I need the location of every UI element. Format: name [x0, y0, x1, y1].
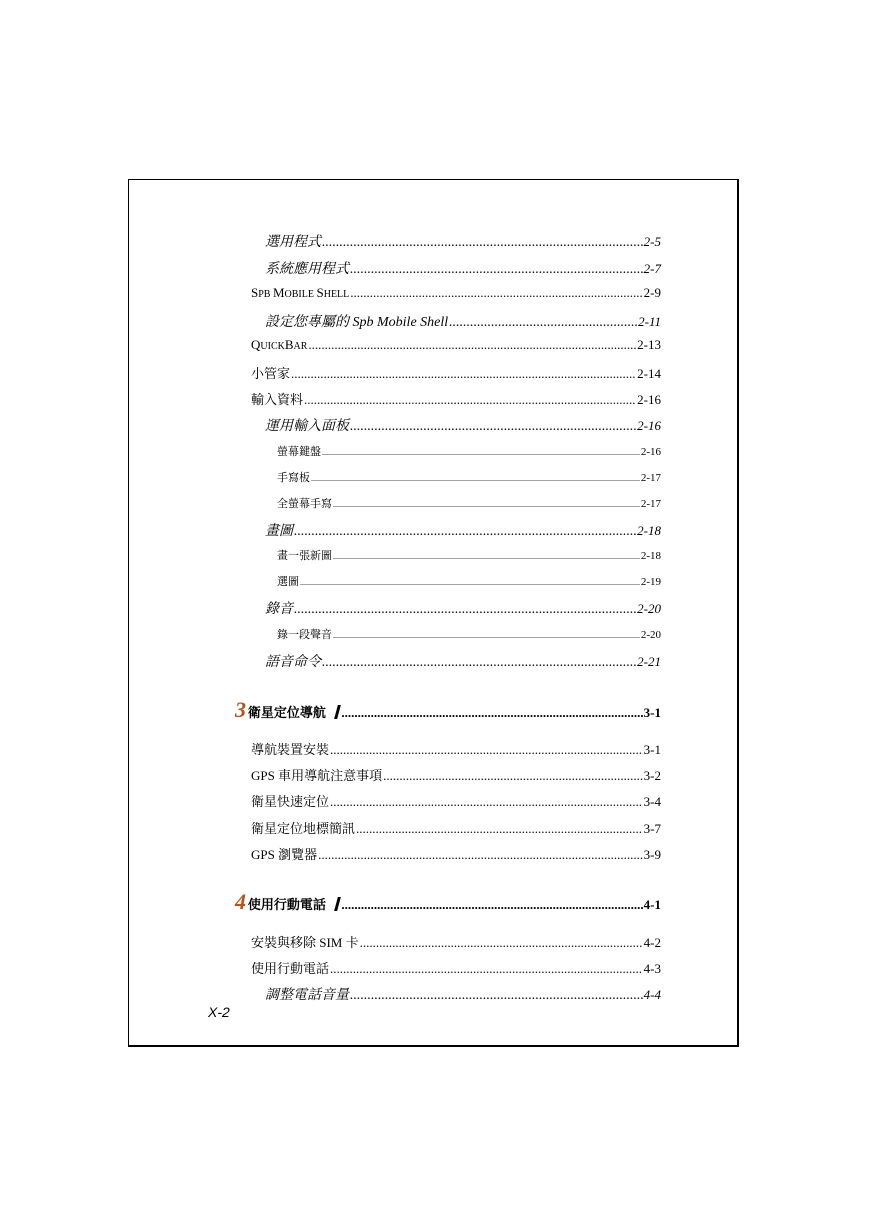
toc-entry[interactable]	[251, 818, 661, 837]
toc-entry[interactable]	[251, 791, 661, 810]
leader-dots	[350, 988, 643, 1004]
toc-entry-page: 2-16	[637, 392, 661, 407]
chapter-marker-icon	[334, 705, 341, 719]
toc-entry[interactable]	[265, 231, 661, 251]
toc-entry-title: 運用輸入面板	[265, 419, 349, 434]
toc-entry[interactable]	[251, 932, 661, 951]
leader-dots	[291, 366, 636, 382]
toc-entry[interactable]	[277, 573, 661, 589]
toc-entry-title: 螢幕鍵盤	[277, 446, 321, 458]
toc-entry-title: 錄音	[265, 602, 293, 617]
toc-entry-title: 畫一張新圖	[277, 550, 332, 562]
leader-dots	[330, 794, 643, 810]
toc-entry[interactable]	[265, 415, 661, 435]
toc-entry-title: 選圖	[277, 576, 299, 588]
toc-entry-page: 2-21	[637, 654, 661, 669]
leader-dots	[322, 655, 636, 671]
leader-dots	[350, 262, 643, 278]
leader-dots	[330, 742, 643, 758]
toc-entry-title: 輸入資料	[251, 392, 304, 407]
toc-entry-page: 3-7	[643, 821, 661, 836]
leader-dots	[311, 474, 640, 483]
toc-entry[interactable]	[277, 469, 661, 485]
toc-entry[interactable]	[251, 739, 661, 758]
leader-dots	[360, 935, 643, 951]
toc-entry[interactable]	[251, 285, 661, 301]
page-number-footer: X-2	[208, 1004, 230, 1020]
toc-entry-title: 畫圖	[265, 524, 293, 539]
toc-entry-title: 衛星快速定位	[251, 794, 330, 809]
toc-entry-title: 設定您專屬的 Spb Mobile Shell	[265, 315, 449, 330]
toc-entry[interactable]	[277, 443, 661, 459]
leader-dots	[322, 448, 640, 457]
leader-dots	[330, 961, 643, 977]
leader-dots	[356, 821, 643, 837]
toc-entry-page: 2-17	[640, 472, 661, 484]
toc-entry-title: GPS 瀏覽器	[251, 847, 318, 862]
toc-entry-title: 安裝與移除 SIM 卡	[251, 935, 359, 950]
toc-entry[interactable]	[251, 363, 661, 382]
toc-entry[interactable]	[265, 258, 661, 278]
toc-entry-page: 2-7	[643, 261, 661, 276]
toc-entry-title: 調整電話音量	[265, 988, 349, 1003]
toc-entry-title: 系統應用程式	[265, 262, 349, 277]
toc-entry[interactable]	[265, 651, 661, 671]
chapter-number: 4	[235, 889, 246, 914]
toc-entry-page: 4-2	[643, 935, 661, 950]
toc-entry-title: 衛星定位地標簡訊	[251, 821, 356, 836]
toc-entry-page: 2-11	[638, 314, 661, 329]
toc-entry-page: 3-9	[643, 847, 661, 862]
leader-dots	[383, 768, 643, 784]
toc-entry-page: 2-18	[640, 550, 661, 562]
toc-entry-page: 2-20	[637, 601, 661, 616]
leader-dots	[341, 705, 643, 721]
chapter-number: 3	[235, 697, 246, 722]
toc-entry-title: SPB MOBILE SHELL	[251, 285, 350, 300]
toc-entry[interactable]	[265, 984, 661, 1004]
toc-entry-title: QUICKBAR	[251, 337, 308, 352]
leader-dots	[294, 524, 636, 540]
toc-entry-title: 語音命令	[265, 655, 321, 670]
chapter-heading[interactable]	[235, 697, 661, 723]
toc-entry-page: 3-4	[643, 794, 661, 809]
chapter-heading[interactable]	[235, 889, 661, 915]
leader-dots	[350, 285, 642, 301]
toc-entry[interactable]	[265, 520, 661, 540]
chapter-page: 3-1	[643, 705, 661, 720]
leader-dots	[350, 419, 636, 435]
leader-dots	[341, 897, 643, 913]
toc-entry-page: 2-5	[643, 234, 661, 249]
chapter-title: 使用行動電話	[247, 897, 326, 912]
toc-entry[interactable]	[265, 311, 661, 331]
toc-entry-page: 2-18	[637, 523, 661, 538]
leader-dots	[308, 337, 636, 353]
toc-entry[interactable]	[277, 547, 661, 563]
toc-entry-page: 2-16	[637, 418, 661, 433]
toc-entry-title: 小管家	[251, 366, 291, 381]
chapter-page: 4-1	[643, 897, 661, 912]
toc-entry-page: 3-1	[643, 742, 661, 757]
toc-entry-page: 2-16	[640, 446, 661, 458]
toc-entry-page: 4-4	[643, 987, 661, 1002]
toc-entry[interactable]	[265, 598, 661, 618]
toc-entry-title: 全螢幕手寫	[277, 498, 332, 510]
toc-entry[interactable]	[251, 844, 661, 863]
toc-entry-title: 選用程式	[265, 235, 321, 250]
toc-entry-title: 導航裝置安裝	[251, 742, 330, 757]
chapter-marker-icon	[334, 897, 341, 911]
toc-entry-page: 2-14	[637, 366, 661, 381]
toc-entry-page: 2-17	[640, 498, 661, 510]
toc-entry-title: 錄一段聲音	[277, 629, 332, 641]
toc-entry-page: 2-9	[643, 285, 661, 300]
toc-entry-page: 4-3	[643, 961, 661, 976]
toc-entry-title: 使用行動電話	[251, 961, 330, 976]
toc-entry-page: 2-19	[640, 576, 661, 588]
toc-entry[interactable]	[251, 765, 661, 784]
leader-dots	[333, 500, 640, 509]
leader-dots	[333, 552, 640, 561]
toc-entry-page: 2-13	[637, 337, 661, 352]
leader-dots	[333, 631, 640, 640]
toc-entry-page: 2-20	[640, 629, 661, 641]
leader-dots	[318, 847, 643, 863]
toc-entry[interactable]	[251, 958, 661, 977]
toc-entry-title: GPS 車用導航注意事項	[251, 768, 383, 783]
leader-dots	[322, 235, 643, 251]
toc-entry-page: 3-2	[643, 768, 661, 783]
toc-entry[interactable]	[277, 495, 661, 511]
toc-entry[interactable]	[251, 389, 661, 408]
leader-dots	[300, 578, 640, 587]
toc-entry[interactable]	[251, 337, 661, 353]
leader-dots	[294, 602, 636, 618]
toc-entry-title: 手寫板	[277, 472, 310, 484]
chapter-title: 衛星定位導航	[247, 705, 326, 720]
toc-entry[interactable]	[277, 626, 661, 642]
leader-dots	[449, 315, 637, 331]
leader-dots	[304, 392, 636, 408]
